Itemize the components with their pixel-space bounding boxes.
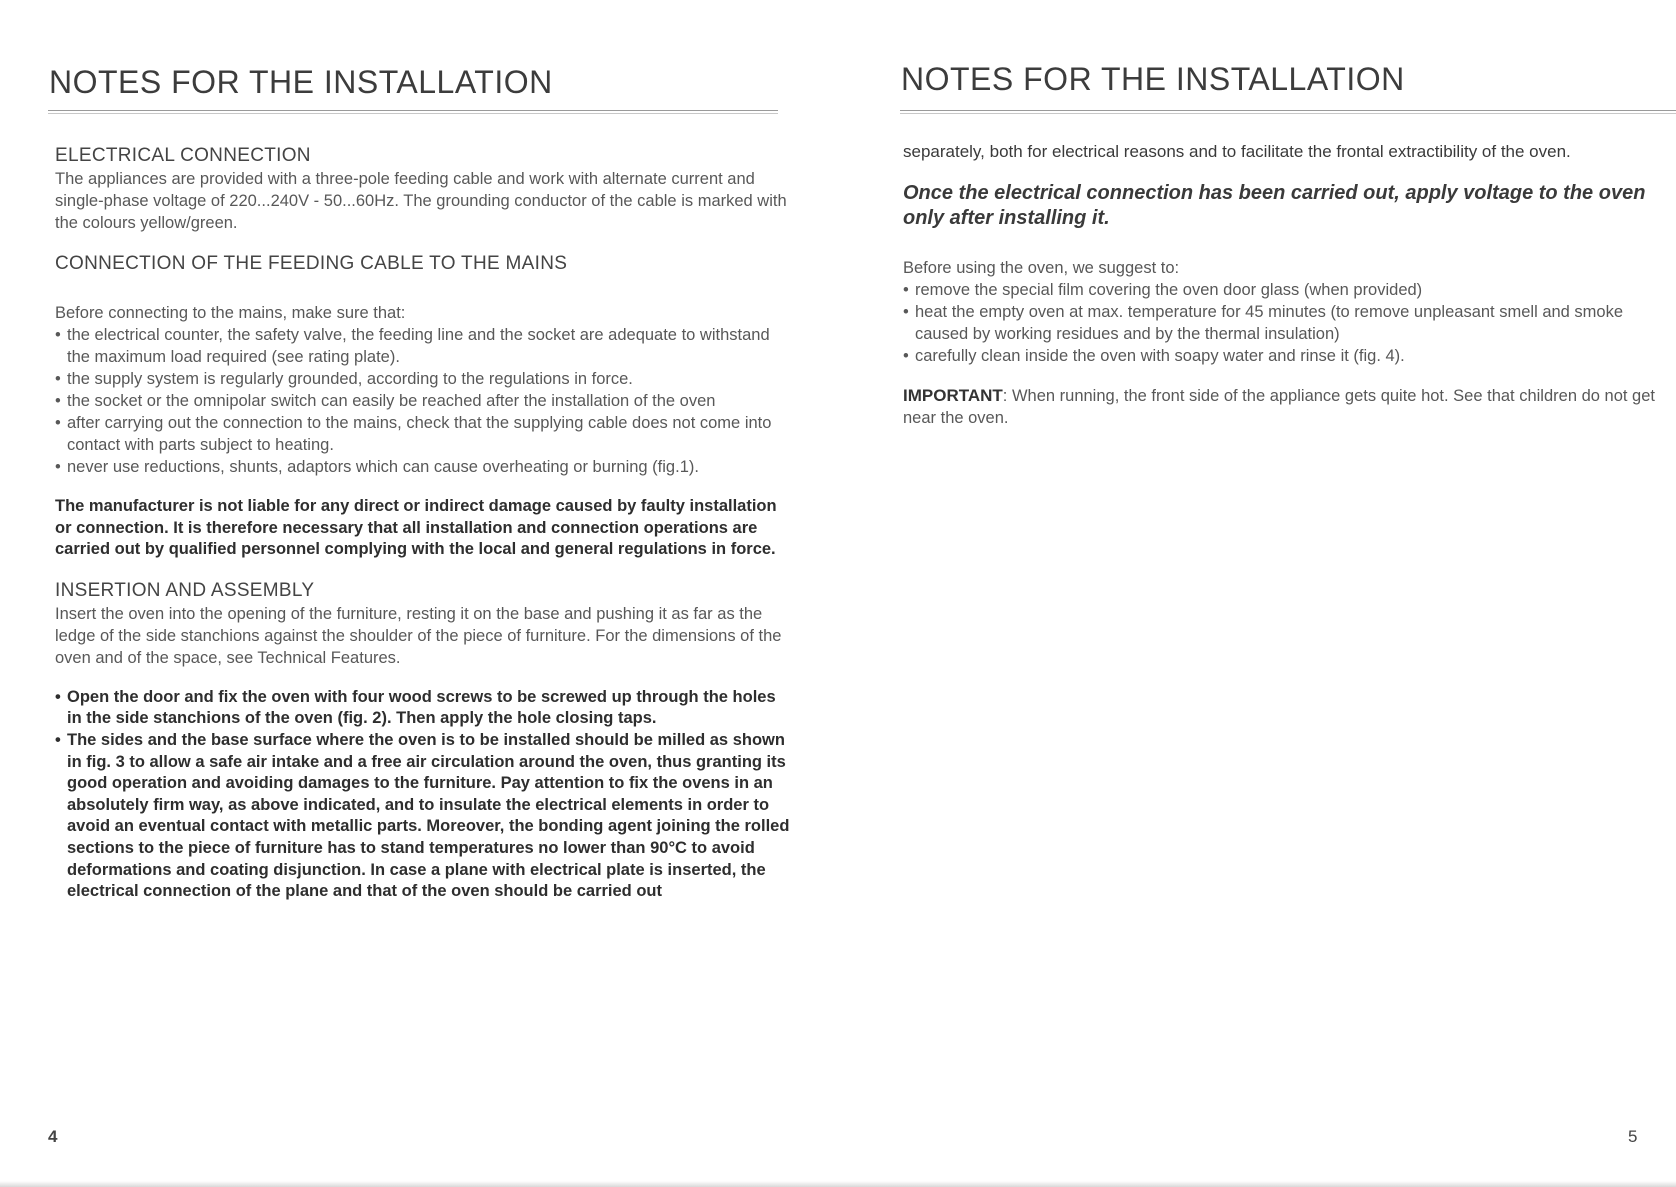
right-page-content [903,141,1663,429]
feeding-cable-heading: CONNECTION OF THE FEEDING CABLE TO THE MAINS [55,253,568,274]
list-item: • carefully clean inside the oven with soapy water and rinse it (fig. 4). [903,345,1663,367]
liability-notice: The manufacturer is not liable for any direct or indirect damage caused by faulty installation or connection. It is therefore necessary that all installation and connection operations are carried out by qualified personnel complying with the local and general regulations in force. [55,497,777,559]
list-item: • heat the empty oven at max. temperature for 45 minutes (to remove unpleasant smell and smoke caused by working residues and by the thermal insulation) [903,301,1663,345]
important-text: : When running, the front side of the appliance gets quite hot. See that children do not get near the oven. [903,387,1655,427]
continued-text: separately, both for electrical reasons and to facilitate the frontal extractibility of the oven. [903,142,1571,161]
before-use-intro: Before using the oven, we suggest to: [903,259,1180,277]
electrical-connection-text: The appliances are provided with a three-pole feeding cable and work with alternate current and single-phase voltage of 220...240V - 50...60Hz. The grounding conductor of the cable is marked with the colours yellow/green. [55,170,787,232]
page-number: 4 [48,1127,58,1146]
title-rule [48,110,778,114]
page-number: 5 [1628,1127,1638,1146]
important-notice [903,385,1663,429]
insertion-assembly-heading: INSERTION AND ASSEMBLY [55,579,315,601]
mains-checklist [55,324,793,478]
list-item: • the socket or the omnipolar switch can easily be reached after the installation of the oven [55,390,793,412]
right-page [838,0,1676,1187]
list-item: • after carrying out the connection to the mains, check that the supplying cable does not come into contact with parts subject to heating. [55,412,793,456]
list-item: • the supply system is regularly grounded, according to the regulations in force. [55,368,793,390]
important-label: IMPORTANT [903,386,1003,405]
electrical-connection-heading: ELECTRICAL CONNECTION [55,145,311,166]
mains-intro-text: Before connecting to the mains, make sure that: [55,304,406,322]
scan-edge-shadow [0,1181,1676,1187]
list-item: • the electrical counter, the safety valve, the feeding line and the socket are adequate to withstand the maximum load required (see rating plate). [55,324,793,368]
list-item: • remove the special film covering the oven door glass (when provided) [903,279,1663,301]
page-title: NOTES FOR THE INSTALLATION [49,64,553,100]
list-item: • The sides and the base surface where the oven is to be installed should be milled as shown in fig. 3 to allow a safe air intake and a free air circulation around the oven, thus granting its good operation and avoiding damages to the furniture. Pay attention to fix the ovens in an absolutely firm way, as above indicated, and to insulate the electrical elements in order to avoid an eventual contact with metallic parts. Moreover, the bonding agent joining the rolled sections to the piece of furniture has to stand temperatures no lower than 90°C to avoid deformations and coating disjunction. In case a plane with electrical plate is inserted, the electrical connection of the plane and that of the oven should be carried out [55,730,793,903]
before-use-checklist [903,279,1663,367]
page-title: NOTES FOR THE INSTALLATION [901,61,1405,97]
assembly-instructions [55,687,793,903]
list-item: • Open the door and fix the oven with four wood screws to be screwed up through the holes in the side stanchions of the oven (fig. 2). Then apply the hole closing taps. [55,687,793,730]
list-item: • never use reductions, shunts, adaptors which can cause overheating or burning (fig.1). [55,456,793,478]
insertion-text: Insert the oven into the opening of the furniture, resting it on the base and pushing it as far as the ledge of the side stanchions against the shoulder of the piece of furniture. For the dimensions of the oven and of the space, see Technical Features. [55,604,782,667]
title-rule [900,110,1676,114]
voltage-warning: Once the electrical connection has been carried out, apply voltage to the oven only after installing it. [903,182,1646,229]
left-page-content [55,144,793,903]
